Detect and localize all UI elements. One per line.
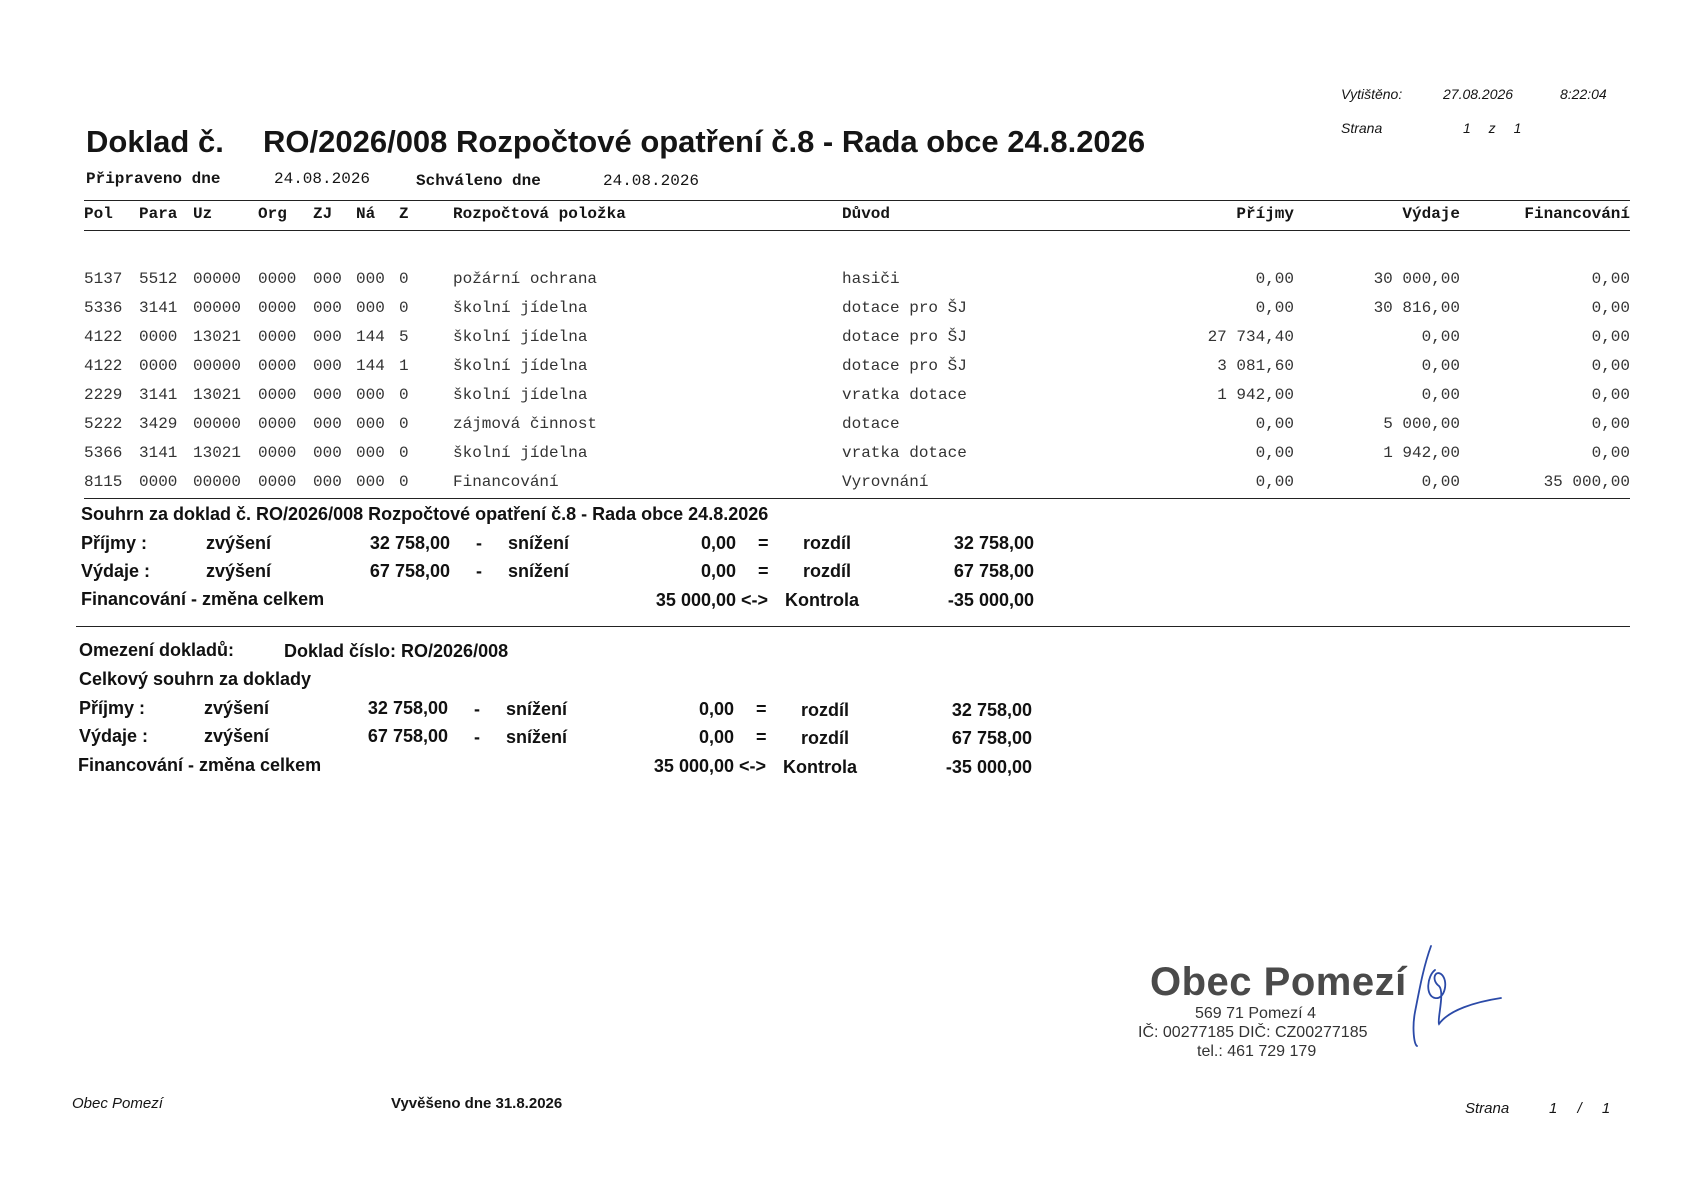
header-rule-top	[84, 200, 1630, 201]
cell-uz: 00000	[193, 357, 242, 375]
cell-z: 0	[399, 386, 409, 404]
col-polozka: Rozpočtová položka	[453, 205, 626, 223]
difference-value: 32 758,00	[953, 533, 1034, 553]
cell-financovani: 0,00	[1591, 386, 1630, 404]
cell-prijmy: 0,00	[1255, 473, 1294, 491]
footer-page-value: 1 / 1	[1549, 1100, 1611, 1117]
cell-org: 0000	[258, 328, 297, 346]
difference-value: 32 758,00	[951, 700, 1032, 720]
decrease-value: 0,00	[700, 533, 736, 553]
cell-financovani: 0,00	[1591, 299, 1630, 317]
prepared-date: 24.08.2026	[274, 170, 371, 188]
cell-zj: 000	[313, 386, 342, 404]
cell-para: 0000	[139, 473, 178, 491]
printed-time: 8:22:04	[1560, 86, 1607, 102]
cell-org: 0000	[258, 386, 297, 404]
dash: -	[476, 561, 482, 581]
cell-prijmy: 0,00	[1255, 270, 1294, 288]
cell-org: 0000	[258, 270, 297, 288]
arrow: <->	[741, 590, 769, 610]
decrease-value: 0,00	[698, 727, 734, 747]
cell-z: 0	[399, 270, 409, 288]
cell-vydaje: 0,00	[1421, 357, 1460, 375]
cell-pol: 8115	[84, 473, 123, 491]
table-row	[0, 357, 1683, 383]
col-zj: ZJ	[313, 205, 333, 223]
check-label: Kontrola	[785, 590, 859, 610]
cell-na: 144	[356, 357, 385, 375]
label: Příjmy :	[79, 698, 146, 718]
increase-label: zvýšení	[206, 561, 272, 581]
arrow: <->	[739, 756, 767, 776]
equals: =	[758, 561, 769, 581]
table-row	[0, 299, 1683, 325]
check-label: Kontrola	[783, 757, 857, 777]
difference-label: rozdíl	[803, 533, 851, 553]
cell-org: 0000	[258, 299, 297, 317]
cell-z: 5	[399, 328, 409, 346]
cell-z: 0	[399, 444, 409, 462]
cell-na: 000	[356, 270, 385, 288]
stamp-tel: tel.: 461 729 179	[1197, 1043, 1317, 1060]
table-row	[0, 386, 1683, 412]
cell-duvod: dotace pro ŠJ	[842, 328, 967, 346]
cell-uz: 00000	[193, 415, 242, 433]
col-pol: Pol	[84, 205, 113, 223]
cell-z: 1	[399, 357, 409, 375]
difference-label: rozdíl	[801, 700, 849, 720]
cell-z: 0	[399, 473, 409, 491]
equals: =	[756, 727, 767, 747]
decrease-label: snížení	[508, 561, 570, 581]
cell-financovani: 0,00	[1591, 357, 1630, 375]
difference-label: rozdíl	[801, 728, 849, 748]
increase-value: 67 758,00	[367, 726, 448, 746]
cell-financovani: 0,00	[1591, 328, 1630, 346]
difference-value: 67 758,00	[953, 561, 1034, 581]
cell-uz: 13021	[193, 444, 242, 462]
cell-para: 3141	[139, 386, 178, 404]
check-value: -35 000,00	[947, 590, 1034, 610]
cell-org: 0000	[258, 415, 297, 433]
cell-na: 000	[356, 473, 385, 491]
cell-na: 000	[356, 299, 385, 317]
summary-doc-heading: Souhrn za doklad č. RO/2026/008 Rozpočtové opatření č.8 - Rada obce 24.8.2026	[81, 504, 769, 524]
dash: -	[476, 533, 482, 553]
cell-polozka: zájmová činnost	[453, 415, 598, 433]
difference-value: 67 758,00	[951, 728, 1032, 748]
decrease-value: 0,00	[698, 699, 734, 719]
increase-value: 67 758,00	[369, 561, 450, 581]
col-prijmy: Příjmy	[1236, 205, 1294, 223]
equals: =	[758, 533, 769, 553]
col-para: Para	[139, 205, 178, 223]
cell-na: 000	[356, 386, 385, 404]
approved-label: Schváleno dne	[416, 172, 541, 190]
cell-prijmy: 3 081,60	[1217, 357, 1294, 375]
cell-z: 0	[399, 299, 409, 317]
cell-polozka: požární ochrana	[453, 270, 598, 288]
cell-na: 000	[356, 415, 385, 433]
table-row	[0, 328, 1683, 354]
cell-vydaje: 0,00	[1421, 473, 1460, 491]
cell-prijmy: 1 942,00	[1217, 386, 1294, 404]
label: Financování - změna celkem	[81, 589, 325, 609]
cell-pol: 5137	[84, 270, 123, 288]
check-value: -35 000,00	[945, 757, 1032, 777]
difference-label: rozdíl	[803, 561, 851, 581]
label: Výdaje :	[81, 561, 151, 581]
stamp-ids: IČ: 00277185 DIČ: CZ00277185	[1138, 1024, 1368, 1041]
decrease-label: snížení	[506, 727, 568, 747]
cell-para: 0000	[139, 357, 178, 375]
col-financovani: Financování	[1524, 205, 1630, 223]
cell-para: 5512	[139, 270, 178, 288]
increase-value: 32 758,00	[367, 698, 448, 718]
cell-z: 0	[399, 415, 409, 433]
cell-duvod: dotace pro ŠJ	[842, 357, 967, 375]
header-rule-bottom	[84, 230, 1630, 231]
cell-duvod: hasiči	[842, 270, 900, 288]
dash: -	[474, 699, 480, 719]
cell-financovani: 0,00	[1591, 415, 1630, 433]
increase-label: zvýšení	[204, 698, 270, 718]
cell-vydaje: 30 000,00	[1373, 270, 1460, 288]
table-row	[0, 270, 1683, 296]
cell-uz: 13021	[193, 328, 242, 346]
cell-financovani: 35 000,00	[1543, 473, 1630, 491]
restriction-value: Doklad číslo: RO/2026/008	[284, 641, 509, 661]
cell-org: 0000	[258, 473, 297, 491]
decrease-label: snížení	[508, 533, 570, 553]
cell-zj: 000	[313, 357, 342, 375]
cell-zj: 000	[313, 299, 342, 317]
cell-vydaje: 1 942,00	[1383, 444, 1460, 462]
label: Financování - změna celkem	[78, 755, 322, 775]
table-row	[0, 415, 1683, 441]
cell-pol: 2229	[84, 386, 123, 404]
cell-financovani: 0,00	[1591, 270, 1630, 288]
cell-polozka: školní jídelna	[453, 444, 588, 462]
col-uz: Uz	[193, 205, 213, 223]
cell-polozka: Financování	[453, 473, 559, 491]
cell-para: 3141	[139, 299, 178, 317]
printed-label: Vytištěno:	[1341, 86, 1403, 102]
cell-prijmy: 0,00	[1255, 415, 1294, 433]
cell-zj: 000	[313, 415, 342, 433]
cell-duvod: vratka dotace	[842, 386, 967, 404]
col-org: Org	[258, 205, 287, 223]
equals: =	[756, 699, 767, 719]
cell-pol: 5336	[84, 299, 123, 317]
cell-zj: 000	[313, 473, 342, 491]
cell-vydaje: 5 000,00	[1383, 415, 1460, 433]
table-bottom-rule	[84, 498, 1630, 499]
cell-duvod: Vyrovnání	[842, 473, 929, 491]
cell-duvod: dotace	[842, 415, 900, 433]
cell-uz: 00000	[193, 473, 242, 491]
value: 35 000,00	[655, 590, 736, 610]
cell-uz: 00000	[193, 270, 242, 288]
cell-duvod: dotace pro ŠJ	[842, 299, 967, 317]
approved-date: 24.08.2026	[603, 172, 700, 190]
cell-polozka: školní jídelna	[453, 299, 588, 317]
cell-prijmy: 0,00	[1255, 444, 1294, 462]
cell-para: 0000	[139, 328, 178, 346]
cell-pol: 5222	[84, 415, 123, 433]
col-duvod: Důvod	[842, 205, 891, 223]
table-row	[0, 444, 1683, 470]
cell-polozka: školní jídelna	[453, 357, 588, 375]
cell-vydaje: 0,00	[1421, 328, 1460, 346]
cell-uz: 00000	[193, 299, 242, 317]
printed-date: 27.08.2026	[1443, 86, 1514, 102]
cell-zj: 000	[313, 270, 342, 288]
col-na: Ná	[356, 205, 376, 223]
dash: -	[474, 727, 480, 747]
value: 35 000,00	[653, 756, 734, 776]
restriction-label: Omezení dokladů:	[79, 640, 235, 660]
footer-posted: Vyvěšeno dne 31.8.2026	[391, 1095, 563, 1112]
page-label: Strana	[1341, 120, 1383, 136]
cell-para: 3141	[139, 444, 178, 462]
stamp-name: Obec Pomezí	[1150, 960, 1407, 1004]
cell-pol: 4122	[84, 357, 123, 375]
increase-value: 32 758,00	[369, 533, 450, 553]
cell-org: 0000	[258, 357, 297, 375]
cell-pol: 4122	[84, 328, 123, 346]
signature	[1405, 940, 1505, 1050]
page-title: RO/2026/008 Rozpočtové opatření č.8 - Rada obce 24.8.2026	[263, 124, 1146, 159]
cell-vydaje: 0,00	[1421, 386, 1460, 404]
cell-org: 0000	[258, 444, 297, 462]
page-value: 1 z 1	[1463, 120, 1522, 136]
footer-left: Obec Pomezí	[72, 1095, 163, 1112]
cell-financovani: 0,00	[1591, 444, 1630, 462]
cell-duvod: vratka dotace	[842, 444, 967, 462]
summary-total-heading: Celkový souhrn za doklady	[79, 669, 312, 689]
col-z: Z	[399, 205, 409, 223]
increase-label: zvýšení	[204, 726, 270, 746]
cell-para: 3429	[139, 415, 178, 433]
cell-prijmy: 27 734,40	[1207, 328, 1294, 346]
label: Výdaje :	[79, 726, 149, 746]
decrease-value: 0,00	[700, 561, 736, 581]
cell-zj: 000	[313, 328, 342, 346]
col-vydaje: Výdaje	[1402, 205, 1460, 223]
cell-prijmy: 0,00	[1255, 299, 1294, 317]
cell-pol: 5366	[84, 444, 123, 462]
cell-na: 144	[356, 328, 385, 346]
cell-uz: 13021	[193, 386, 242, 404]
prepared-label: Připraveno dne	[86, 170, 221, 188]
cell-polozka: školní jídelna	[453, 328, 588, 346]
table-row	[0, 473, 1683, 499]
stamp-address: 569 71 Pomezí 4	[1195, 1005, 1316, 1022]
cell-na: 000	[356, 444, 385, 462]
title-label: Doklad č.	[86, 124, 224, 159]
increase-label: zvýšení	[206, 533, 272, 553]
cell-zj: 000	[313, 444, 342, 462]
decrease-label: snížení	[506, 699, 568, 719]
cell-vydaje: 30 816,00	[1373, 299, 1460, 317]
label: Příjmy :	[81, 533, 148, 553]
cell-polozka: školní jídelna	[453, 386, 588, 404]
summary-divider	[76, 626, 1630, 627]
footer-page-label: Strana	[1465, 1100, 1510, 1117]
